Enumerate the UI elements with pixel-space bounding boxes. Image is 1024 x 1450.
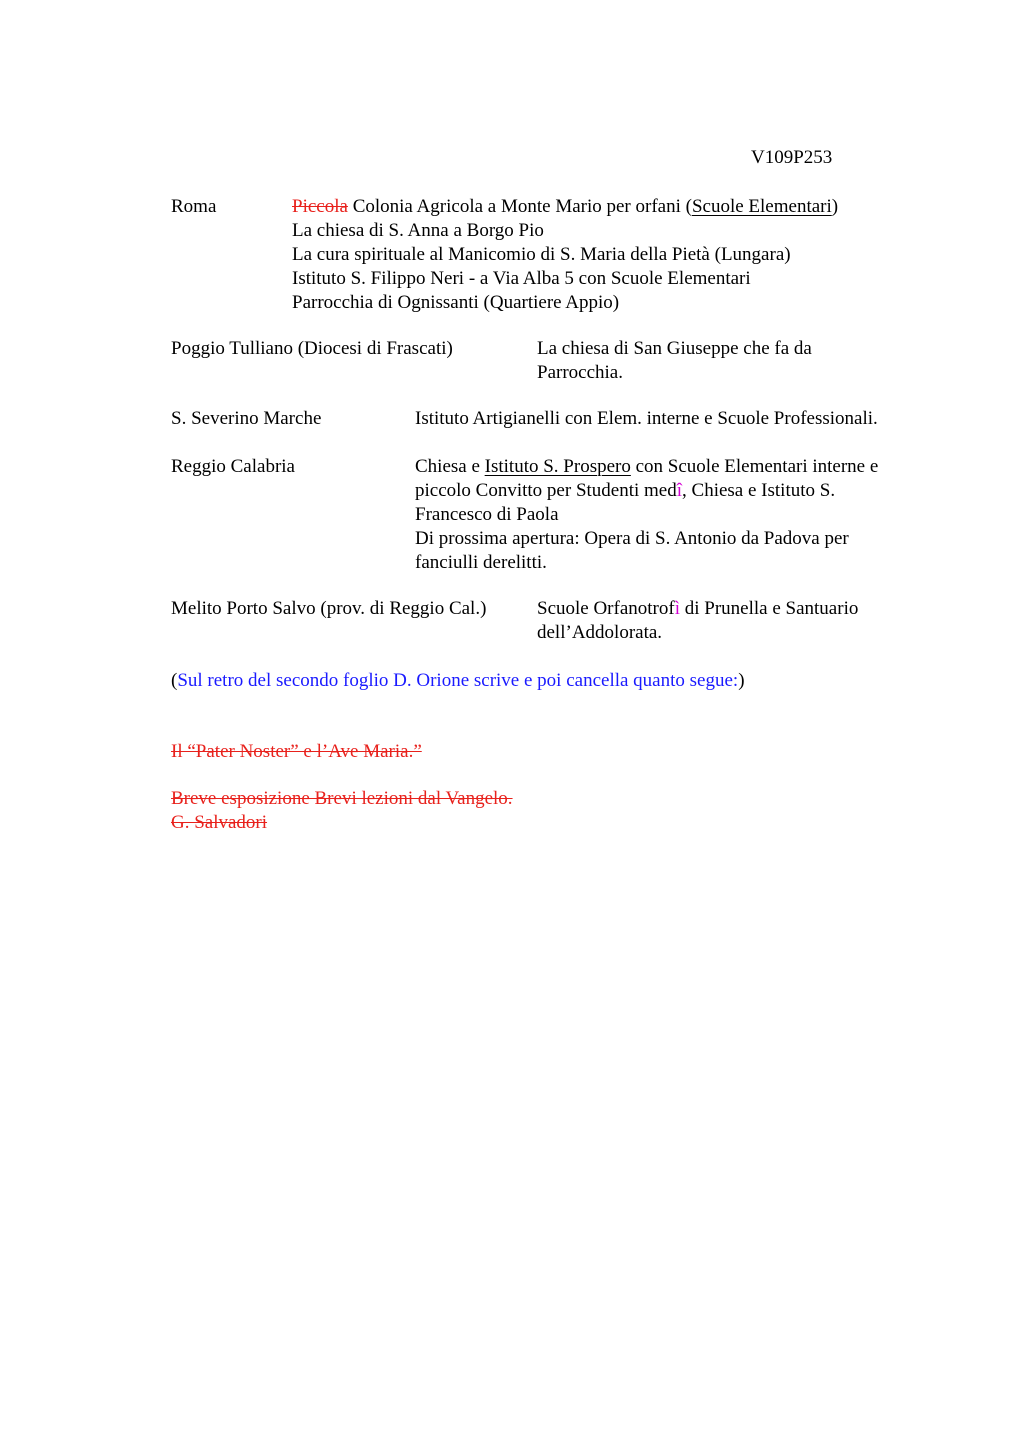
place-reggio-calabria: Reggio Calabria bbox=[171, 456, 295, 477]
place-severino: S. Severino Marche bbox=[171, 408, 322, 429]
accent-mark: ì bbox=[674, 598, 680, 619]
place-melito: Melito Porto Salvo (prov. di Reggio Cal.) bbox=[171, 598, 487, 619]
place-poggio-tulliano: Poggio Tulliano (Diocesi di Frascati) bbox=[171, 338, 453, 359]
melito-entries: Scuole Orfanotrofì di Prunella e Santuario dell’Addolorata. bbox=[537, 598, 859, 643]
underlined-text: Istituto S. Prospero bbox=[484, 456, 631, 477]
roma-entry-ognissanti: Parrocchia di Ognissanti (Quartiere Appio) bbox=[292, 292, 620, 313]
roma-entry-manicomio: La cura spirituale al Manicomio di S. Maria della Pietà (Lungara) bbox=[292, 244, 791, 265]
struck-line-salvadori: G. Salvadori bbox=[171, 812, 268, 833]
accent-mark: î bbox=[676, 480, 683, 501]
underlined-text: Scuole Elementari bbox=[691, 196, 832, 217]
poggio-entries: La chiesa di San Giuseppe che fa da Parrocchia. bbox=[537, 338, 812, 383]
struck-line-vangelo: Breve esposizione Brevi lezioni dal Vangelo. bbox=[171, 788, 513, 809]
deleted-word: Piccola bbox=[292, 196, 348, 217]
editor-note: (Sul retro del secondo foglio D. Orione scrive e poi cancella quanto segue:) bbox=[171, 670, 745, 691]
struck-line-pater-noster: Il “Pater Noster” e l’Ave Maria.” bbox=[171, 741, 422, 762]
roma-entries bbox=[292, 195, 838, 315]
reggio-entries: Chiesa e Istituto S. Prospero con Scuole Elementari interne e piccolo Convitto per Studenti medî, Chiesa e Istituto S. Francesco di Paola Di prossima apertura: Opera di S. Antonio da Padova per fanciulli derelitti. bbox=[415, 456, 879, 573]
roma-entry-colonia: Piccola Colonia Agricola a Monte Mario per orfani (Scuole Elementari) bbox=[292, 196, 839, 217]
roma-entry-filippo-neri: Istituto S. Filippo Neri - a Via Alba 5 con Scuole Elementari bbox=[292, 268, 751, 289]
severino-entry: Istituto Artigianelli con Elem. interne e Scuole Professionali. bbox=[415, 408, 878, 429]
roma-entry-anna: La chiesa di S. Anna a Borgo Pio bbox=[292, 220, 544, 241]
struck-block bbox=[171, 787, 513, 835]
place-roma: Roma bbox=[171, 196, 217, 217]
page-reference: V109P253 bbox=[751, 147, 833, 168]
